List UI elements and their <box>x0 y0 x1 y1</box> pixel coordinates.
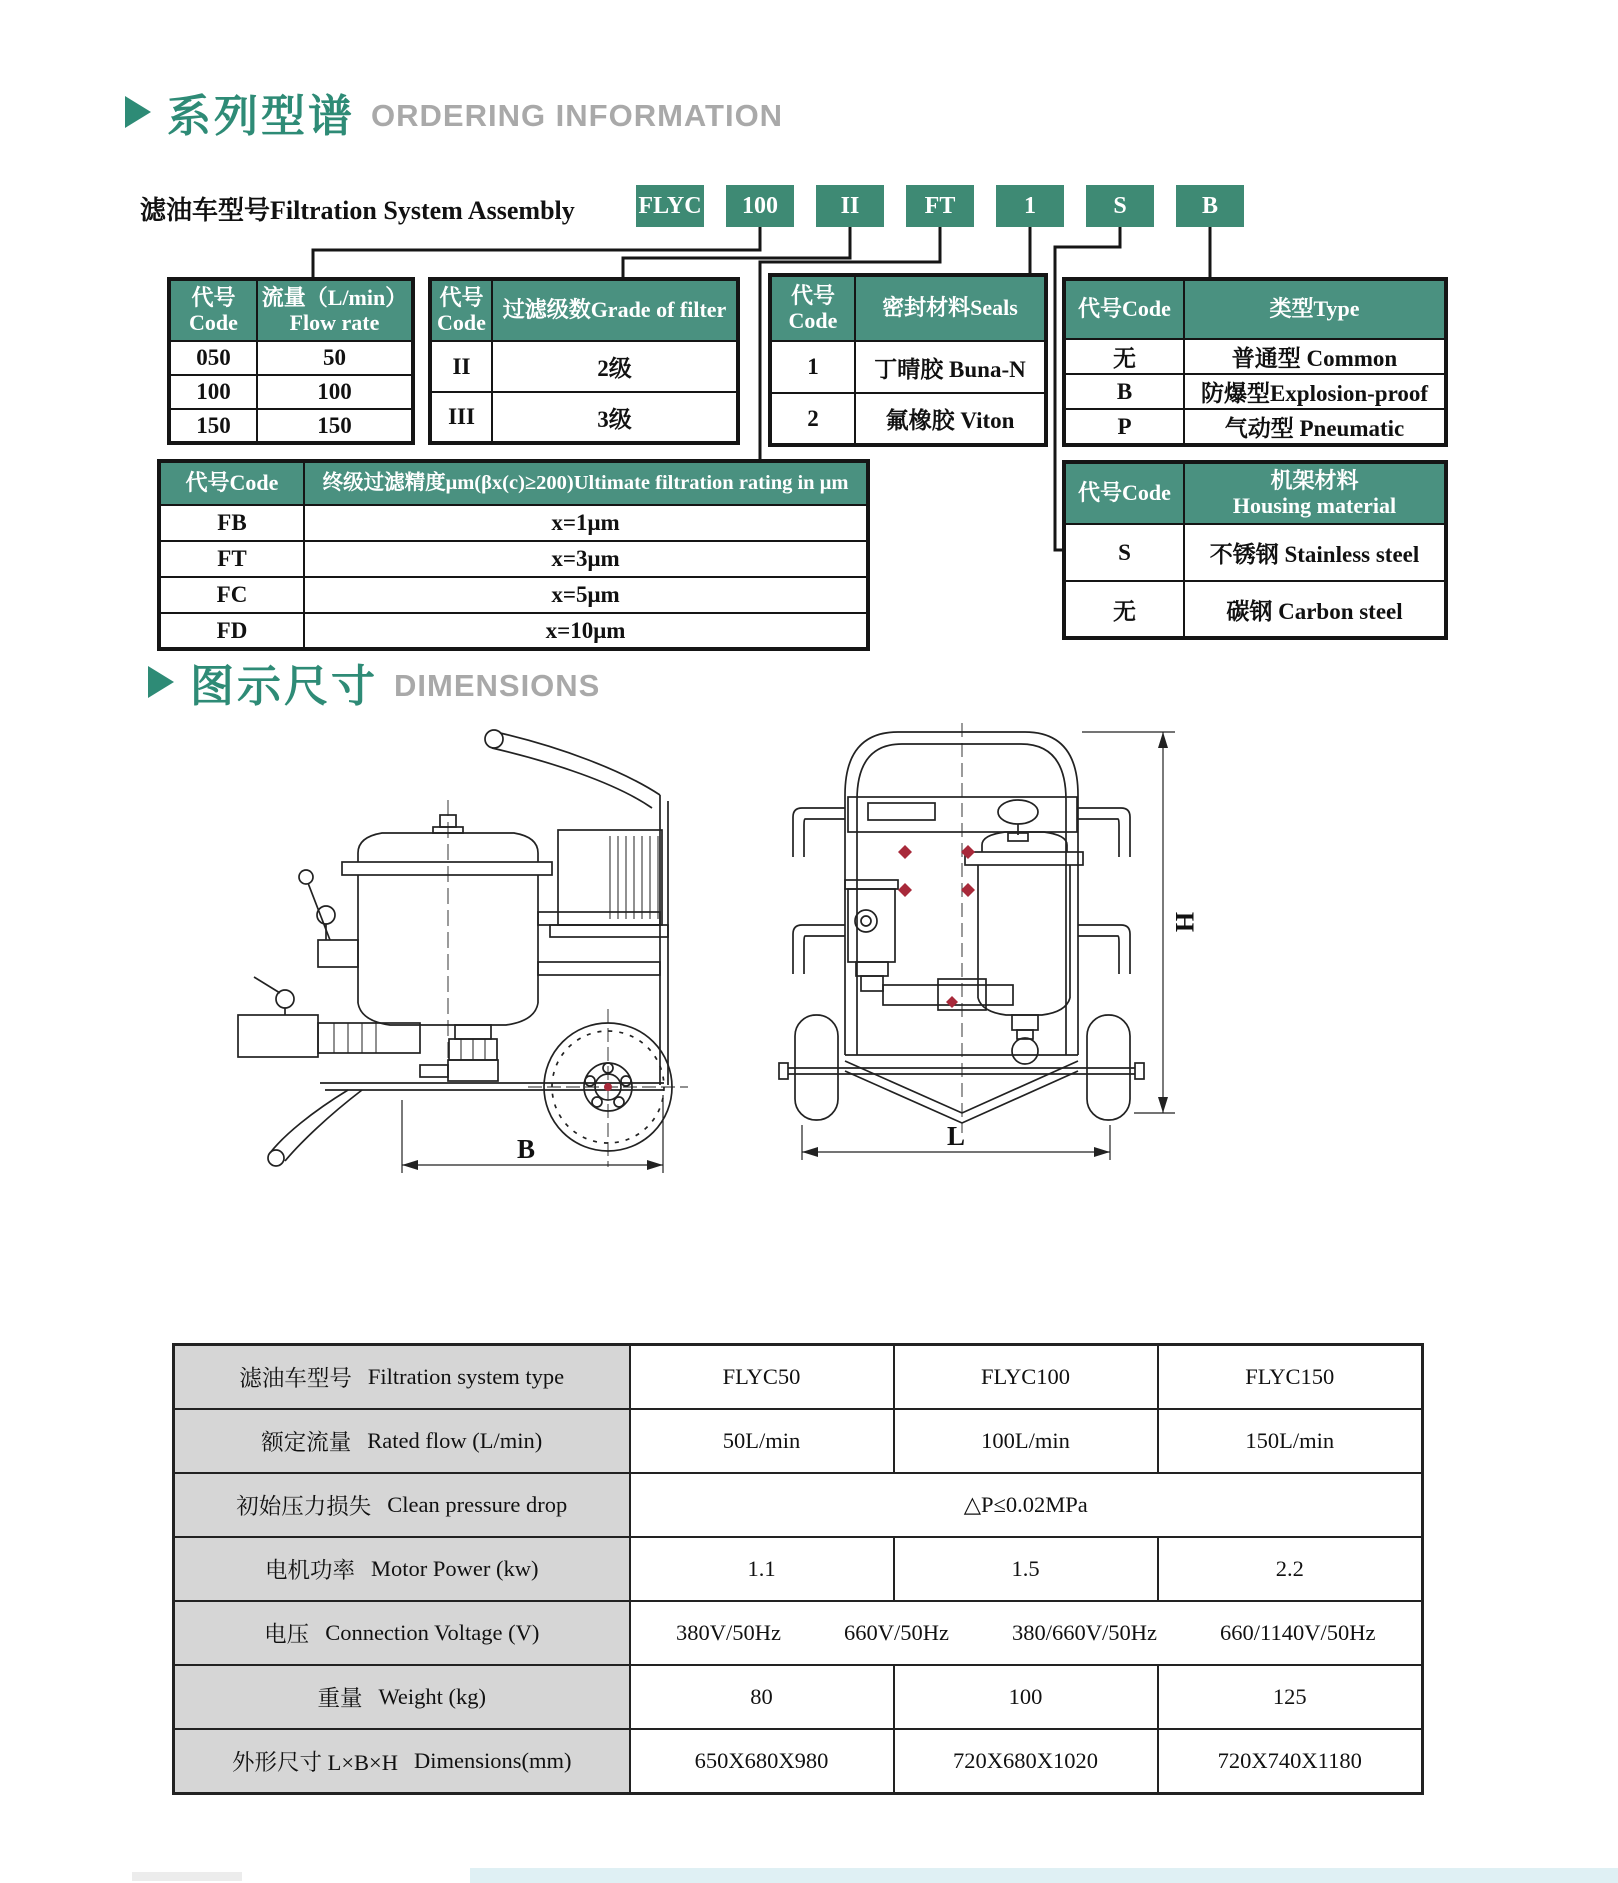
col-header-rating: 终级过滤精度μm(βx(c)≥200)Ultimate filtration rating in μm <box>304 461 868 505</box>
col-header-type: 类型Type <box>1184 279 1446 339</box>
flow-rate-table <box>167 277 415 445</box>
code-box-seal: 1 <box>996 185 1064 227</box>
col-header-code: 代号Code <box>1064 462 1184 524</box>
table-row: FD x=10μm <box>159 613 868 649</box>
code-box-grade: II <box>816 185 884 227</box>
col-header-grade: 过滤级数Grade of filter <box>492 279 738 341</box>
table-row: FC x=5μm <box>159 577 868 613</box>
table-row: 电压 Connection Voltage (V) 380V/50Hz 660V/50Hz 380/660V/50Hz 660/1140V/50Hz <box>174 1601 1423 1665</box>
code-box-series: FLYC <box>636 185 704 227</box>
grade-of-filter-table <box>428 277 740 445</box>
code-box-flow: 100 <box>726 185 794 227</box>
code-box-type: B <box>1176 185 1244 227</box>
section-title-en: ORDERING INFORMATION <box>371 98 784 133</box>
dimension-h-label: H <box>1170 911 1199 933</box>
col-header-code: 代号 Code <box>770 275 855 341</box>
code-box-housing: S <box>1086 185 1154 227</box>
table-row: 无 碳钢 Carbon steel <box>1064 581 1446 638</box>
table-row: III 3级 <box>430 392 738 443</box>
table-row: 150 150 <box>169 409 413 443</box>
section-title-en: DIMENSIONS <box>394 668 601 703</box>
col-header-code: 代号Code <box>1064 279 1184 339</box>
col-header-seals: 密封材料Seals <box>855 275 1046 341</box>
dimension-b-label: B <box>516 1134 536 1164</box>
table-row: S 不锈钢 Stainless steel <box>1064 524 1446 581</box>
dimension-drawings <box>230 715 1240 1195</box>
table-row: 重量 Weight (kg) 80 100 125 <box>174 1665 1423 1729</box>
table-row: 初始压力损失 Clean pressure drop △P≤0.02MPa <box>174 1473 1423 1537</box>
footer-smudge <box>132 1872 242 1881</box>
table-row: 2 氟橡胶 Viton <box>770 393 1046 445</box>
table-row: FB x=1μm <box>159 505 868 541</box>
table-row: 100 100 <box>169 375 413 409</box>
code-box-rating: FT <box>906 185 974 227</box>
table-row: B 防爆型Explosion-proof <box>1064 374 1446 409</box>
table-row: 外形尺寸 L×B×H Dimensions(mm) 650X680X980 720X680X1020 720X740X1180 <box>174 1729 1423 1794</box>
specification-table <box>172 1343 1424 1795</box>
table-row: 无 普通型 Common <box>1064 339 1446 374</box>
table-row: II 2级 <box>430 341 738 392</box>
col-header-housing: 机架材料 Housing material <box>1184 462 1446 524</box>
front-view-drawing <box>779 723 1199 1160</box>
table-row: 1 丁晴胶 Buna-N <box>770 341 1046 393</box>
col-header-flow: 流量（L/min） Flow rate <box>257 279 413 341</box>
col-header-code: 代号 Code <box>169 279 257 341</box>
seals-table <box>768 273 1048 447</box>
assembly-label: 滤油车型号Filtration System Assembly <box>140 196 575 225</box>
side-view-drawing <box>238 730 688 1173</box>
table-row: P 气动型 Pneumatic <box>1064 409 1446 445</box>
table-row: 滤油车型号 Filtration system type FLYC50 FLYC100 FLYC150 <box>174 1345 1423 1410</box>
dimension-l-label: L <box>946 1121 966 1151</box>
type-table <box>1062 277 1448 447</box>
section-title-cn: 系列型谱 <box>167 92 355 141</box>
footer-strip <box>470 1868 1618 1883</box>
table-row: FT x=3μm <box>159 541 868 577</box>
section-title-cn: 图示尺寸 <box>190 662 378 711</box>
col-header-code: 代号Code <box>159 461 304 505</box>
table-row: 050 50 <box>169 341 413 375</box>
table-row: 电机功率 Motor Power (kw) 1.1 1.5 2.2 <box>174 1537 1423 1601</box>
filtration-rating-table <box>157 459 870 651</box>
col-header-code: 代号 Code <box>430 279 492 341</box>
housing-material-table <box>1062 460 1448 640</box>
table-row: 额定流量 Rated flow (L/min) 50L/min 100L/min 150L/min <box>174 1409 1423 1473</box>
